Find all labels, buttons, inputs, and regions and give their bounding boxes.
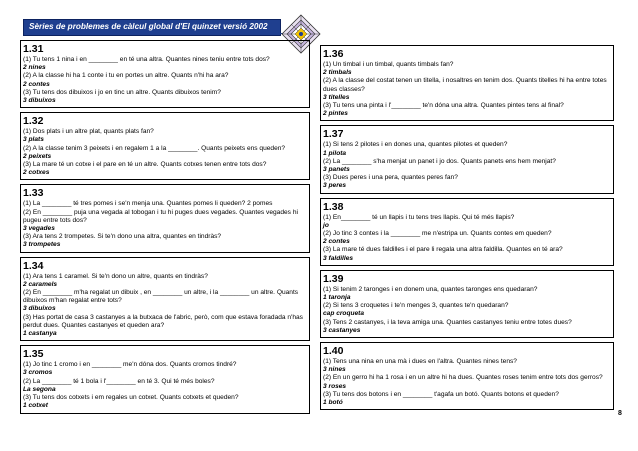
problem-number: 1.36 xyxy=(323,48,344,60)
answer-text: La segona xyxy=(23,385,56,393)
problem-number: 1.37 xyxy=(323,128,344,141)
problem-text: (3) La mare té un cotxe i el pare en té un altre. Quants cotxes tenen entre tots dos? xyxy=(23,161,267,169)
answer-text: 3 vegades xyxy=(23,225,55,233)
problem-number: 1.40 xyxy=(323,345,344,358)
answer-text: 2 caramels xyxy=(23,280,58,288)
left-column xyxy=(20,40,310,418)
answer-text: 1 pilota xyxy=(323,149,347,157)
problem-box xyxy=(20,257,310,342)
answer-text: 1 castanya xyxy=(23,330,57,338)
answer-text: 3 nines xyxy=(323,366,346,374)
answer-text: 1 cotxet xyxy=(23,402,48,410)
problem-text: (1) Tu tens 1 nina i en ________ en té una altra. Quantes nines teniu entre tots dos? xyxy=(23,56,270,63)
header-banner xyxy=(23,19,281,36)
page-number: 8 xyxy=(618,410,622,417)
answer-text: 3 cromos xyxy=(23,369,53,377)
problem-text: (3) Tu tens dos dibuixos i jo en tinc un altre. Quants dibuixos tenim? xyxy=(23,88,221,96)
problem-text: (2) A la classe tenim 3 peixets i en regalem 1 a la ________. Quants peixets ens queden? xyxy=(23,144,286,152)
problem-text: (1) Dos plats i un altre plat, quants plats fan? xyxy=(23,128,154,136)
answer-text: jo xyxy=(323,221,329,229)
answer-text: 3 dibuixos xyxy=(23,97,56,105)
answer-text: 2 pintes xyxy=(323,110,348,118)
answer-text: 1 botó xyxy=(323,399,343,407)
answer-text: 2 peixets xyxy=(23,152,52,160)
answer-text: 2 cotxes xyxy=(23,169,50,177)
right-column xyxy=(320,45,614,414)
answer-text: 1 taronja xyxy=(323,294,351,302)
header-title: Sèries de problemes de càlcul global d'El quinzet versió 2002 xyxy=(29,22,268,31)
problem-number: 1.33 xyxy=(23,187,44,200)
problem-text: (1) Si tens 2 pilotes i en dones una, quantes pilotes et queden? xyxy=(323,141,508,149)
answer-text: 3 trompetes xyxy=(23,241,61,249)
problem-text: (2) La ________ s'ha menjat un panet i jo dos. Quants panets ens hem menjat? xyxy=(323,157,556,165)
answer-text: 3 faldilles xyxy=(323,254,354,262)
answer-text: 2 contes xyxy=(323,238,350,246)
problem-text: (1) La ________ té tres pomes i se'n menja una. Quantes pomes li queden? 2 pomes xyxy=(23,200,273,208)
answer-text: 3 castanyes xyxy=(323,326,361,334)
problem-text: (3) Tu tens una pinta i l'________ te'n dóna una altra. Quantes pintes tens al final? xyxy=(323,102,564,110)
problem-text: (2) A la classe del costat tenen un titella, i nosaltres en tenim dos. Quants titelles hi ha entre totes dues classes? xyxy=(323,77,607,93)
problem-box xyxy=(20,40,310,108)
problem-text: (2) Si tens 3 croquetes i te'n menges 3, quantes te'n quedaran? xyxy=(323,302,509,310)
problem-box xyxy=(320,45,614,121)
problem-text: (3) La mare té dues faldilles i el pare li regala una altra faldilla. Quantes en té ara? xyxy=(323,246,563,254)
answer-text: 3 peres xyxy=(323,182,347,190)
problem-box xyxy=(320,198,614,266)
problem-box xyxy=(20,184,310,252)
problem-text: (3) Ara tens 2 trompetes. Si te'n dono una altra, quantes en tindràs? xyxy=(23,233,222,241)
problem-text: (3) Tens 2 castanyes, i la teva amiga una. Quantes castanyes teniu entre totes dues? xyxy=(323,318,572,326)
problem-number: 1.38 xyxy=(323,200,344,213)
problem-number: 1.31 xyxy=(23,43,44,55)
problem-number: 1.34 xyxy=(23,259,44,272)
problem-text: (2) Jo tinc 3 contes i la ________ me n'estripa un. Quants contes em queden? xyxy=(323,230,552,238)
problem-text: (3) Dues peres i una pera, quantes peres fan? xyxy=(323,174,458,182)
problem-text: (1) Tens una nina en una mà i dues en l'altra. Quantes nines tens? xyxy=(323,358,517,366)
problem-text: (3) Has portat de casa 3 castanyes a la butxaca de l'abric, però, com que estava foradada n'has perdut dues. Quantes castanyes et queden ara? xyxy=(23,313,303,329)
answer-text: 3 titelles xyxy=(323,93,350,101)
problem-text: (3) Tu tens dos botons i en ________ t'agafa un botó. Quants botons et queden? xyxy=(323,390,559,398)
problem-box xyxy=(320,270,614,338)
answer-text: cap croqueta xyxy=(323,310,365,318)
problem-text: (2) En ________ puja una vegada al tobogan i tu hi puges dues vegades. Quantes vegades hi pugeu entre tots dos? xyxy=(23,208,298,224)
problem-box xyxy=(320,342,614,410)
problem-text: (3) Tu tens dos cotxets i em regales un cotxet. Quants cotxets et queden? xyxy=(23,394,239,402)
answer-text: 2 contes xyxy=(23,80,50,88)
problem-text: (1) En________ té un llapis i tu tens tres llapis. Qui té més llapis? xyxy=(323,213,515,221)
problem-text: (2) La ________ té 1 bola i l'________ en té 3. Qui té més boles? xyxy=(23,377,215,385)
problem-number: 1.39 xyxy=(323,272,344,285)
problem-text: (2) En ________ m'ha regalat un dibuix , en ________ un altre, i la ________ un altre. Quants dibuixos m'han regalat entre tots? xyxy=(23,289,299,305)
problem-text: (1) Jo tinc 1 cromo i en ________ me'n dóna dos. Quants cromos tindré? xyxy=(23,361,237,369)
problem-box xyxy=(320,125,614,193)
problem-box xyxy=(20,112,310,180)
problem-text: (1) Si tenim 2 taronges i en donem una, quantes taronges ens quedaran? xyxy=(323,285,538,293)
problem-box xyxy=(20,345,310,413)
problem-number: 1.35 xyxy=(23,348,44,361)
problem-number: 1.32 xyxy=(23,115,44,128)
answer-text: 3 plats xyxy=(23,136,44,144)
problem-text: (1) Un timbal i un timbal, quants timbals fan? xyxy=(323,61,454,68)
answer-text: 2 nines xyxy=(23,64,46,72)
answer-text: 3 panets xyxy=(323,166,350,174)
problem-text: (2) A la classe hi ha 1 conte i tu en portes un altre. Quants n'hi ha ara? xyxy=(23,72,229,80)
answer-text: 3 dibuixos xyxy=(23,305,56,313)
answer-text: 2 timbals xyxy=(323,69,352,77)
answer-text: 3 roses xyxy=(323,382,347,390)
problem-text: (2) En un gerro hi ha 1 rosa i en un altre hi ha dues. Quantes roses tenim entre tots dos gerros? xyxy=(323,374,603,382)
problem-text: (1) Ara tens 1 caramel. Si te'n dono un altre, quants en tindràs? xyxy=(23,272,208,280)
